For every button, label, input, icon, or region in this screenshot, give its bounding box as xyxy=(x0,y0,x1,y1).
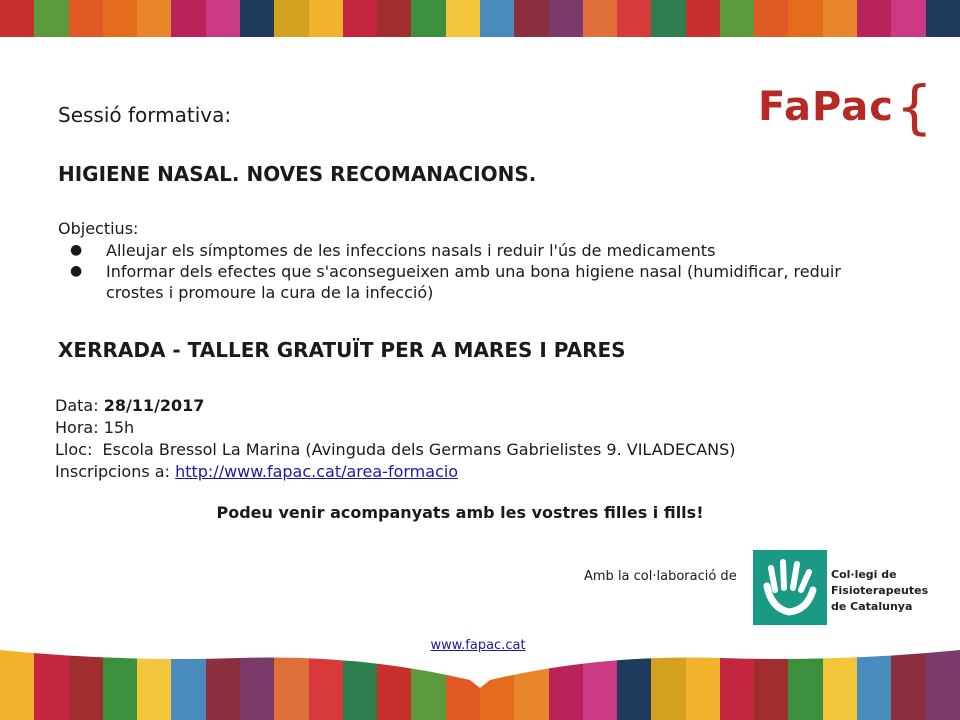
logo-text: FaPac xyxy=(758,84,894,130)
partner-name-line: Col·legi de xyxy=(831,568,897,581)
footer-website-link[interactable]: www.fapac.cat xyxy=(430,638,526,653)
stripe xyxy=(274,0,308,37)
page-title: HIGIENE NASAL. NOVES RECOMANACIONS. xyxy=(58,162,537,186)
bullet-icon: ● xyxy=(70,263,83,279)
stripe xyxy=(617,0,651,37)
stripe xyxy=(583,0,617,37)
stripe xyxy=(446,0,480,37)
session-label: Sessió formativa: xyxy=(58,103,232,127)
place-row xyxy=(55,440,736,459)
stripe xyxy=(686,0,720,37)
stripe xyxy=(137,0,171,37)
partner-name xyxy=(831,567,928,615)
place-label: Lloc: xyxy=(55,440,93,459)
stripe xyxy=(309,0,343,37)
date-row xyxy=(55,396,204,415)
stripe xyxy=(857,0,891,37)
date-label: Data: xyxy=(55,396,99,415)
list-item xyxy=(58,261,888,303)
registration-label: Inscripcions a: xyxy=(55,462,170,481)
objective-text: Informar dels efectes que s'aconsegueixen amb una bona higiene nasal (humidificar, reduir crostes i promoure la cura de la infecció) xyxy=(106,262,841,302)
stripe xyxy=(788,0,822,37)
partner-logo xyxy=(753,550,827,625)
stripe xyxy=(549,0,583,37)
stripe xyxy=(720,0,754,37)
partner-name-line: Fisioterapeutes xyxy=(831,584,929,597)
top-decorative-stripes xyxy=(0,0,960,37)
partner-name-line: de Catalunya xyxy=(831,600,913,613)
place-value: Escola Bressol La Marina (Avinguda dels Germans Gabrielistes 9. VILADECANS) xyxy=(102,440,736,459)
list-item xyxy=(58,240,888,261)
time-label: Hora: xyxy=(55,418,99,437)
stripe xyxy=(0,0,34,37)
objective-text: Alleujar els símptomes de les infeccions nasals i reduir l'ús de medicaments xyxy=(106,241,716,260)
family-note: Podeu venir acompanyats amb les vostres filles i fills! xyxy=(216,503,704,522)
stripe xyxy=(343,0,377,37)
stripe xyxy=(206,0,240,37)
stripe xyxy=(34,0,68,37)
stripe xyxy=(171,0,205,37)
stripe xyxy=(480,0,514,37)
stripe xyxy=(891,0,925,37)
stripe xyxy=(823,0,857,37)
time-value: 15h xyxy=(103,418,135,437)
collaboration-label: Amb la col·laboració de xyxy=(584,569,737,584)
stripe xyxy=(514,0,548,37)
objectives-label: Objectius: xyxy=(58,219,139,238)
stripe xyxy=(926,0,960,37)
registration-link[interactable]: http://www.fapac.cat/area-formacio xyxy=(175,462,459,481)
event-title: XERRADA - TALLER GRATUÏT PER A MARES I PARES xyxy=(58,338,626,362)
stripe xyxy=(651,0,685,37)
stripe xyxy=(240,0,274,37)
stripe xyxy=(69,0,103,37)
footer xyxy=(0,638,956,653)
stripe xyxy=(411,0,445,37)
time-row xyxy=(55,418,134,437)
stripe xyxy=(377,0,411,37)
registration-row xyxy=(55,462,458,481)
stripe xyxy=(103,0,137,37)
logo-brace: { xyxy=(895,73,933,141)
fapac-logo xyxy=(758,73,933,141)
hand-icon xyxy=(753,550,827,625)
objectives-list xyxy=(58,240,888,303)
date-value: 28/11/2017 xyxy=(103,396,205,415)
bullet-icon: ● xyxy=(70,242,83,258)
stripe xyxy=(754,0,788,37)
